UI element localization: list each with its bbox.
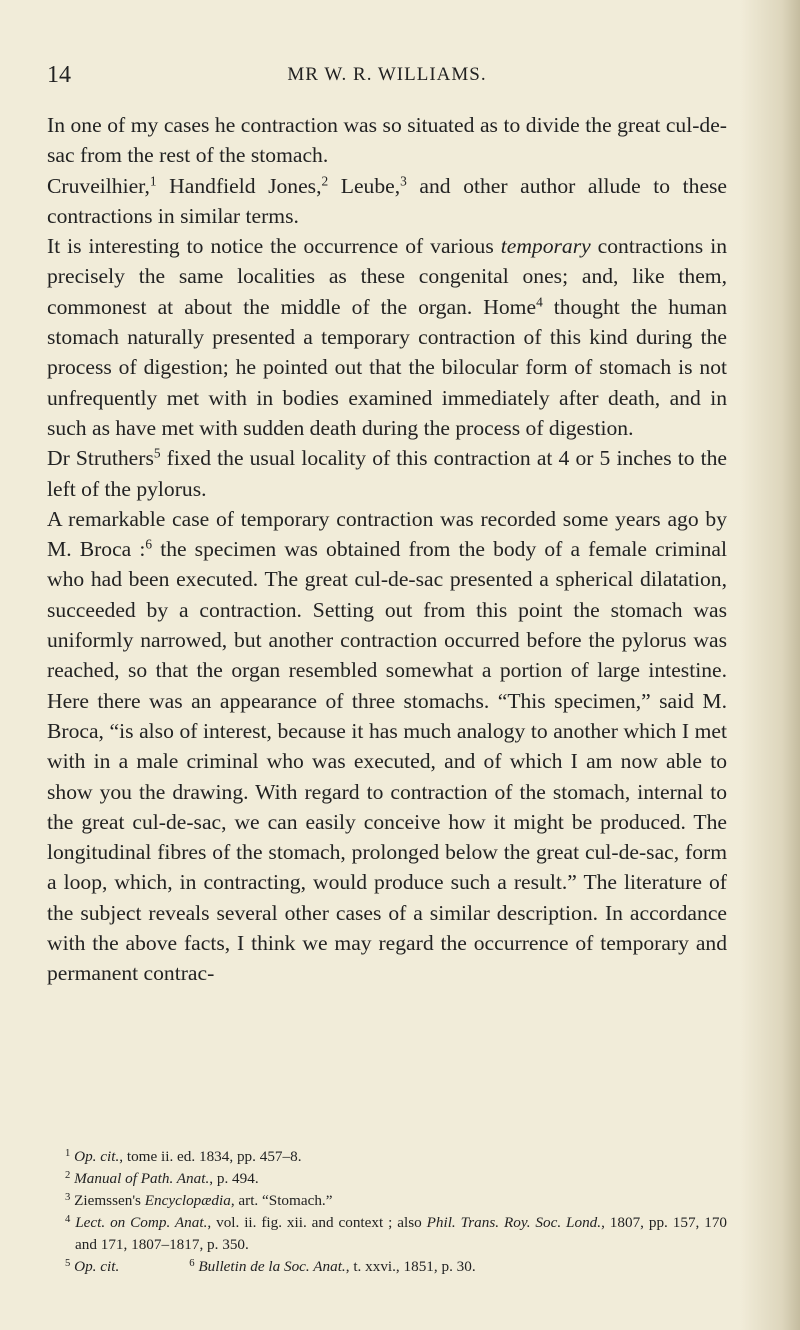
footnote-citation: Op. cit. bbox=[74, 1258, 120, 1275]
footnote-4 bbox=[47, 1212, 727, 1256]
footnote-5-6 bbox=[47, 1256, 727, 1278]
text-span: the specimen was obtained from the body of a female criminal who had been executed. The great cul-de-sac presented a spherical dilatation, succeeded by a contraction. Setting out from this point the stomach was uniformly narrowed, but another contraction occurred before the pylorus was reached, so that the organ resembled somewhat a portion of large intestine. Here there was an appearance of three stomachs. “This specimen,” said M. Broca, “is also of interest, because it has much analogy to another which I met with in a male criminal who was executed, and of which I am now able to show you the drawing. With regard to contraction of the stomach, internal to the great cul-de-sac, we can easily conceive how it might be produced. The longitudinal fibres of the stomach, prolonged below the great cul-de-sac, form a loop, which, in contracting, would produce such a result.” The literature of the subject reveals several other cases of a similar description. In accordance with the above facts, I think we may regard the occurrence of temporary and permanent contrac- bbox=[47, 537, 727, 986]
page-number: 14 bbox=[47, 62, 71, 88]
text-span: A remarkable case of temporary contraction was recorded some years ago by M. Broca : bbox=[47, 506, 727, 562]
footnote-citation: Phil. Trans. Roy. Soc. Lond. bbox=[426, 1214, 602, 1231]
footnote-ref-1: 1 bbox=[149, 173, 157, 189]
footnote-number: 3 bbox=[65, 1192, 71, 1204]
footnote-text: , vol. ii. fig. xii. and context ; also bbox=[207, 1214, 427, 1231]
footnote-citation: Encyclopædia bbox=[144, 1192, 231, 1209]
footnote-ref-4: 4 bbox=[536, 294, 543, 310]
footnote-ref-2: 2 bbox=[321, 173, 329, 189]
footnote-number: 5 bbox=[65, 1258, 71, 1270]
paragraph-3 bbox=[47, 231, 727, 443]
footnote-number: 2 bbox=[65, 1170, 71, 1182]
footnote-text: Ziemssen's bbox=[74, 1192, 145, 1209]
footnote-3 bbox=[47, 1190, 727, 1212]
footnote-text: , tome ii. ed. 1834, pp. 457–8. bbox=[119, 1148, 302, 1165]
paragraph-2 bbox=[47, 171, 727, 232]
footnote-text: , 1807, pp. 157, 170 and 171, 1807–1817, p. 350. bbox=[75, 1214, 728, 1253]
footnote-citation: Op. cit. bbox=[74, 1148, 120, 1165]
footnote-number: 1 bbox=[65, 1148, 71, 1160]
running-head: MR W. R. WILLIAMS. bbox=[287, 64, 487, 85]
footnote-text: , art. “Stomach.” bbox=[230, 1192, 333, 1209]
footnote-citation: Bulletin de la Soc. Anat. bbox=[198, 1258, 346, 1275]
footnote-number: 4 bbox=[65, 1214, 71, 1226]
text-span: contractions in precisely the same localities as these congenital ones; and, like them, commonest at about the middle of the organ. Home bbox=[47, 234, 727, 319]
text-span: Handfield Jones, bbox=[156, 173, 322, 198]
text-span: Leube, bbox=[328, 173, 401, 198]
footnotes bbox=[47, 1146, 727, 1278]
paragraph-1 bbox=[47, 110, 727, 171]
text-span: fixed the usual locality of this contraction at 4 or 5 inches to the left of the pylorus. bbox=[47, 446, 728, 501]
footnote-citation: Manual of Path. Anat. bbox=[74, 1170, 210, 1187]
paragraph-1-text: In one of my cases he contraction was so situated as to divide the great cul-de-sac from the rest of the stomach. bbox=[47, 113, 727, 168]
emphasis-temporary: temporary bbox=[500, 234, 591, 259]
text-span: Dr Struthers bbox=[47, 446, 154, 471]
footnote-number: 6 bbox=[189, 1258, 195, 1270]
page-edge-shadow bbox=[740, 0, 800, 1330]
footnote-text: , p. 494. bbox=[209, 1170, 259, 1187]
body-text bbox=[47, 110, 727, 989]
footnote-text: , t. xxvi., 1851, p. 30. bbox=[345, 1258, 476, 1275]
footnote-citation: Lect. on Comp. Anat. bbox=[75, 1214, 208, 1231]
footnote-2 bbox=[47, 1168, 727, 1190]
paragraph-4 bbox=[47, 443, 727, 504]
paragraph-5 bbox=[47, 504, 727, 989]
text-span: Cruveilhier, bbox=[47, 173, 150, 198]
footnote-ref-5: 5 bbox=[153, 445, 161, 461]
footnote-ref-6: 6 bbox=[145, 536, 153, 552]
footnote-1 bbox=[47, 1146, 727, 1168]
footnote-ref-3: 3 bbox=[400, 173, 407, 189]
text-span: It is interesting to notice the occurrence of various bbox=[47, 234, 501, 259]
text-span: and other author allude to these contractions in similar terms. bbox=[47, 173, 728, 228]
page-header bbox=[47, 62, 727, 96]
text-span: thought the human stomach naturally presented a temporary contraction of this kind during the process of digestion; he pointed out that the bilocular form of stomach is not unfrequently met with in bodies examined immediately after death, and in such as have met with sudden death during the process of digestion. bbox=[47, 294, 727, 440]
